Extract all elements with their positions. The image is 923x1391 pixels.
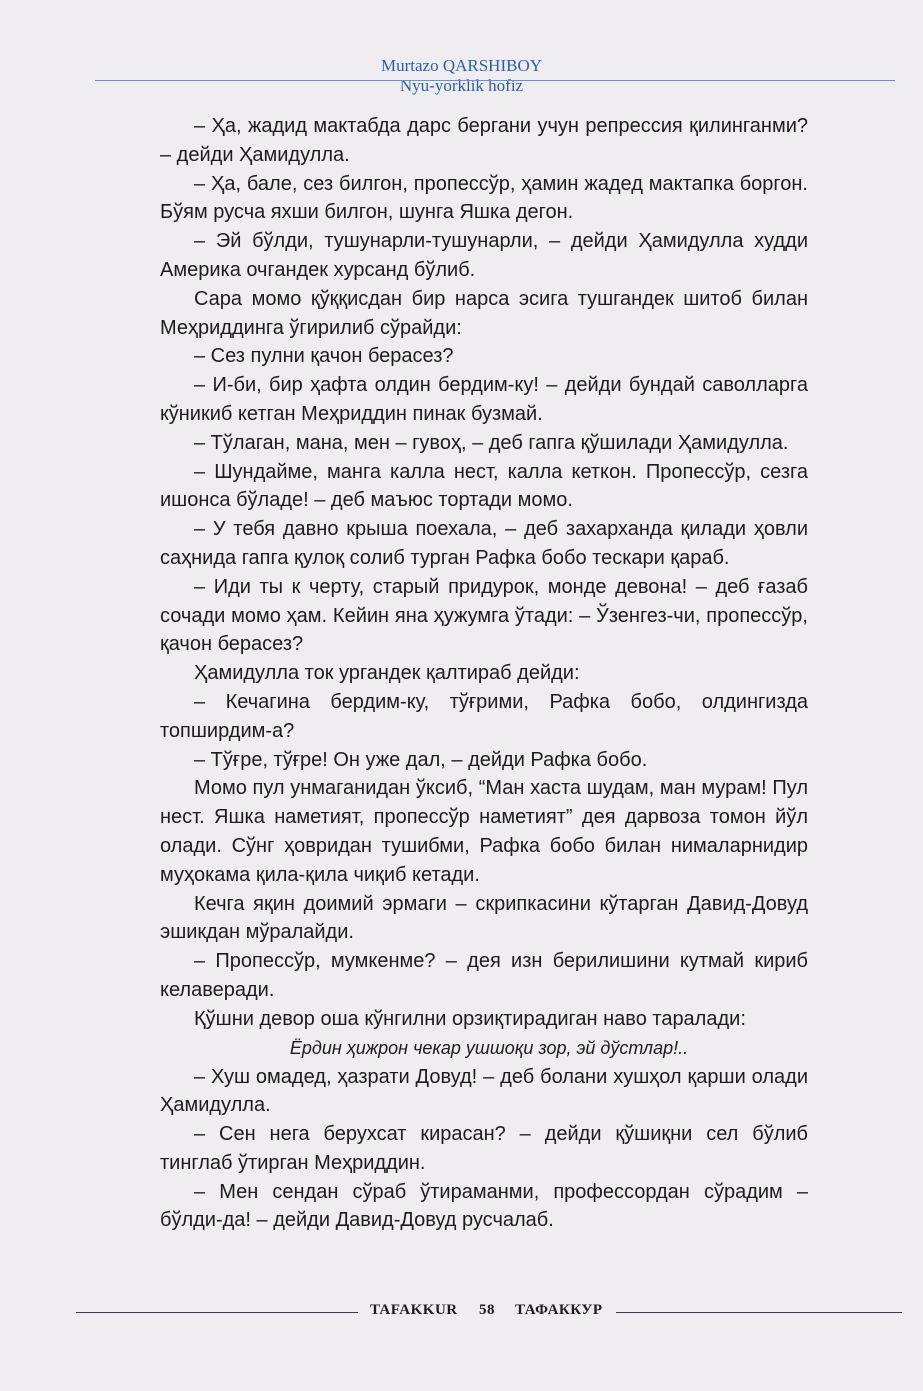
main-text (160, 112, 808, 1235)
paragraph: – Хуш омадед, ҳазрати Довуд! – деб болани хушҳол қарши олади Ҳамидулла. (160, 1065, 808, 1117)
page-number: 58 (479, 1302, 495, 1318)
paragraph: – Сез пулни қачон берасез? (194, 345, 454, 368)
paragraph: – Ҳа, жадид мактабда дарс бергани учун репрессия қилинганми? – дейди Ҳамидулла. (160, 115, 808, 166)
header-title: Nyu-yorklik hofiz (399, 76, 524, 95)
paragraph: – Пропессўр, мумкенме? – дея изн берилишини кутмай кириб келаверади. (160, 950, 808, 1001)
paragraph: – У тебя давно крыша поехала, – деб захарханда қилади ҳовли саҳнида гапга қулоқ солиб турган Рафка бобо тескари қараб. (160, 518, 808, 569)
paragraph: – Шундайме, манга калла нест, калла кеткон. Пропессўр, сезга ишонса бўладе! – деб маъюс тортади момо. (160, 460, 808, 512)
footer-rule-right (616, 1312, 902, 1313)
paragraph: Момо пул унмаганидан ўксиб, “Ман хаста шудам, ман мурам! Пул нест. Яшка наметият, пропессўр наметият” дея дарвоза томон йўл олади. Сўнг ҳовридан тушибми, Рафка бобо билан нималарнидир муҳокама қила-қила чиқиб кетади. (160, 777, 808, 886)
running-header (0, 56, 923, 96)
paragraph: Сара момо қўққисдан бир нарса эсига тушгандек шитоб билан Меҳриддинга ўгирилиб сўрайди: (160, 287, 808, 339)
paragraph: Кечга яқин доимий эрмаги – скрипкасини кўтарган Давид-Довуд эшикдан мўралайди. (160, 892, 808, 944)
paragraph: – Тўғре, тўғре! Он уже дал, – дейди Рафка бобо. (194, 748, 648, 771)
paragraph: – Сен нега берухсат кирасан? – дейди қўшиқни сел бўлиб тинглаб ўтирган Меҳриддин. (160, 1123, 808, 1174)
paragraph: – И-би, бир ҳафта олдин бердим-ку! – дейди бундай саволларга кўникиб кетган Меҳриддин пинак бузмай. (160, 374, 808, 425)
verse-line: Ёрдин ҳижрон чекар ушшоқи зор, эй дўстлар!.. (289, 1037, 689, 1058)
footer-rule-left (76, 1312, 358, 1313)
paragraph: – Ҳа, бале, сез билгон, пропессўр, ҳамин жадед мактапка боргон. Бўям русча яхши билгон, шунга Яшка дегон. (160, 172, 808, 224)
paragraph: Қўшни девор оша кўнгилни орзиқтирадиган наво таралади: (194, 1007, 746, 1030)
paragraph: – Эй бўлди, тушунарли-тушунарли, – дейди Ҳамидулла худди Америка очгандек хурсанд бўлиб. (160, 230, 808, 281)
paragraph: – Кечагина бердим-ку, тўғрими, Рафка бобо, олдингизда топширдим-а? (160, 690, 808, 742)
footer-label-latin: TAFAKKUR (370, 1302, 458, 1318)
header-rule (95, 80, 895, 81)
header-author: Murtazo QARSHIBOY (380, 56, 543, 75)
footer-label-cyrillic: ТАФАККУР (515, 1302, 603, 1318)
paragraph: – Мен сендан сўраб ўтираманми, профессордан сўрадим – бўлди-да! – дейди Давид-Довуд русчалаб. (160, 1180, 808, 1232)
paragraph: – Тўлаган, мана, мен – гувоҳ, – деб гапга қўшилади Ҳамидулла. (194, 431, 789, 454)
paragraph: – Иди ты к черту, старый придурок, монде девона! – деб ғазаб сочади момо ҳам. Кейин яна ҳужумга ўтади: – Ўзенгез-чи, пропессўр, қачон берасез? (160, 575, 808, 656)
page-footer (0, 1300, 923, 1330)
paragraph: Ҳамидулла ток ургандек қалтираб дейди: (194, 662, 580, 685)
